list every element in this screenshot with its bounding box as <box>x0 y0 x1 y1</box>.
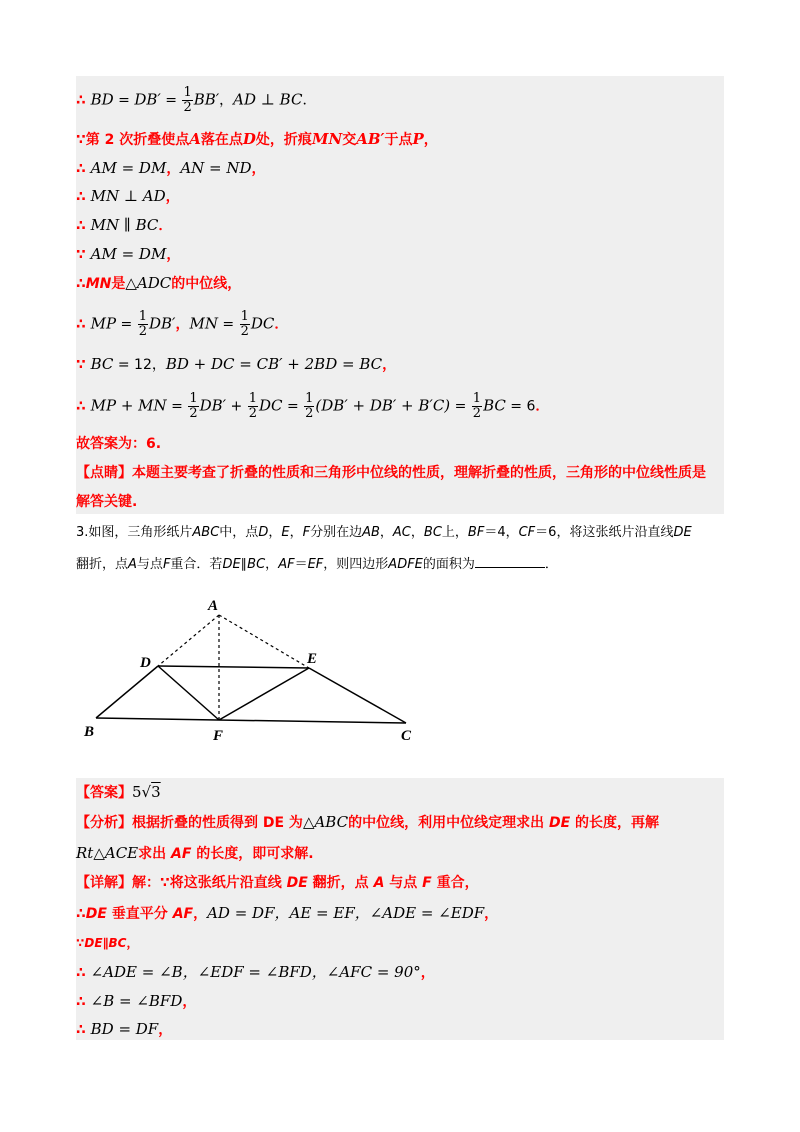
detail-line-2: ∴DE 垂直平分 AF，AD = DF，AE = EF，∠ADE = ∠EDF， <box>76 904 499 922</box>
segment-DF <box>158 666 219 720</box>
fraction-half: $\frac{1}{2}$ <box>138 309 147 339</box>
detail-line-4: ∴ ∠ADE = ∠B，∠EDF = ∠BFD，∠AFC = 90°， <box>76 963 435 981</box>
detail-line-5: ∴ ∠B = ∠BFD， <box>76 992 197 1010</box>
line-10: ∴ MP + MN = $\frac{1}{2}$ DB′ + $\frac{1}{2}$ DC = $\frac{1}{2}$ (DB′ + DB′ + B′C) = $\frac{1}{2}$ BC = 6． <box>76 391 550 421</box>
dashed-AE <box>219 615 309 668</box>
answer-line: 【答案】5√3 <box>76 783 161 801</box>
label-A: A <box>208 598 219 614</box>
line-7: ∴MN是△ADC的中位线， <box>76 274 242 292</box>
answer-value: 5√3 <box>132 783 161 801</box>
dashed-AD <box>158 615 219 666</box>
analysis-line-1: 【分析】根据折叠的性质得到 DE 为△ABC的中位线，利用中位线定理求出 DE 的长度，再解 <box>76 813 660 831</box>
label-C: C <box>401 728 412 744</box>
line-12-comment: 【点睛】本题主要考查了折叠的性质和三角形中位线的性质，理解折叠的性质，三角形的中位线性质是 <box>76 465 706 481</box>
fraction-half: $\frac{1}{2}$ <box>248 391 257 421</box>
detail-line-3: ∵DE∥BC， <box>76 936 139 950</box>
fraction-half: $\frac{1}{2}$ <box>183 85 192 115</box>
fraction-half: $\frac{1}{2}$ <box>240 309 249 339</box>
line-9: ∵ BC = 12，BD + DC = CB′ + 2BD = BC， <box>76 355 397 373</box>
answer-blank <box>475 553 545 568</box>
line-2: ∵第 2 次折叠使点A落在点D处，折痕MN交AB′于点P， <box>76 130 438 148</box>
detail-line-1: 【详解】解：∵将这张纸片沿直线 DE 翻折，点 A 与点 F 重合， <box>76 875 479 891</box>
line-11-answer: 故答案为：6. <box>76 436 162 452</box>
fraction-half: $\frac{1}{2}$ <box>189 391 198 421</box>
line-8: ∴ MP = $\frac{1}{2}$ DB′，MN = $\frac{1}{2}$ DC． <box>76 309 289 339</box>
segment-BD <box>96 666 158 718</box>
line-5: ∴ MN ∥ BC． <box>76 216 173 234</box>
segment-BC <box>96 718 406 723</box>
label-B: B <box>84 724 95 740</box>
question-line-1: 3.如图，三角形纸片ABC中，点D，E，F分别在边AB，AC，BC上，BF＝4，CF＝6，将这张纸片沿直线DE <box>76 525 692 540</box>
line-3: ∴ AM = DM，AN = ND， <box>76 159 266 177</box>
segment-DE <box>158 666 309 668</box>
segment-EF <box>219 668 309 720</box>
triangle-figure <box>76 590 436 750</box>
label-E: E <box>307 651 318 667</box>
fraction-half: $\frac{1}{2}$ <box>472 391 482 421</box>
question-line-2: 翻折，点A与点F重合．若DE∥BC，AF＝EF，则四边形ADFE的面积为 ． <box>76 553 558 575</box>
analysis-line-2: Rt△ACE求出 AF 的长度，即可求解. <box>76 844 314 862</box>
detail-line-6: ∴ BD = DF， <box>76 1020 173 1038</box>
line-13-comment: 解答关键. <box>76 494 138 510</box>
line-1: ∴ BD = DB′ = $\frac{1}{2}$ BB′，AD ⊥ BC． <box>76 85 317 115</box>
line-6: ∵ AM = DM， <box>76 245 181 263</box>
fraction-half: $\frac{1}{2}$ <box>305 391 314 421</box>
label-F: F <box>213 728 224 744</box>
segment-EC <box>309 668 406 723</box>
line-4: ∴ MN ⊥ AD， <box>76 187 180 205</box>
label-D: D <box>140 655 151 671</box>
